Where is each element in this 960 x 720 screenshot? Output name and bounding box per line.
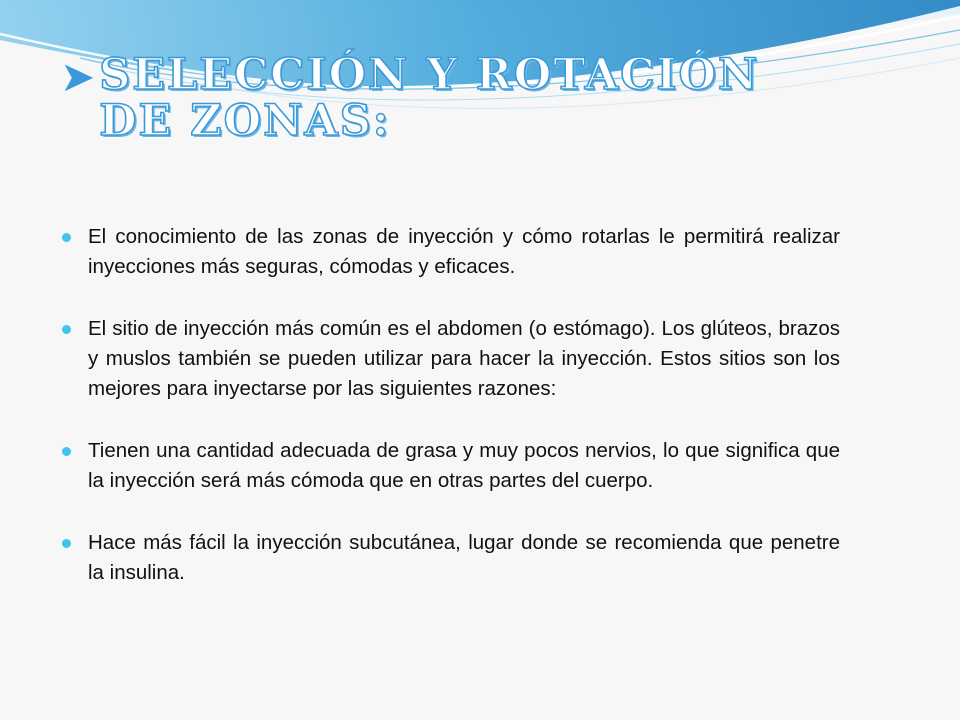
bullet-text: Tienen una cantidad adecuada de grasa y muy pocos nervios, lo que significa que la inyección será más cómoda que en otras partes del cuerpo. xyxy=(88,439,840,492)
list-item xyxy=(60,314,840,404)
bullet-dot-icon xyxy=(60,222,88,252)
bullet-text: El conocimiento de las zonas de inyección y cómo rotarlas le permitirá realizar inyecciones más seguras, cómodas y eficaces. xyxy=(88,225,840,278)
bullet-text: El sitio de inyección más común es el abdomen (o estómago). Los glúteos, brazos y muslos también se pueden utilizar para hacer la inyección. Estos sitios son los mejores para inyectarse por las siguientes razones: xyxy=(88,317,840,400)
bullet-dot-icon xyxy=(60,314,88,344)
bullet-dot-icon xyxy=(60,436,88,466)
list-item xyxy=(60,528,840,588)
bullet-dot-icon xyxy=(60,528,88,558)
arrow-bullet-icon: ➤ xyxy=(60,52,96,101)
list-item xyxy=(60,436,840,496)
list-item xyxy=(60,222,840,282)
bullet-text: Hace más fácil la inyección subcutánea, lugar donde se recomienda que penetre la insulina. xyxy=(88,531,840,584)
bullet-list xyxy=(60,222,840,620)
slide-title-text: SELECCIÓN Y ROTACIÓN DE ZONAS: xyxy=(99,50,760,146)
slide-title xyxy=(60,52,840,144)
